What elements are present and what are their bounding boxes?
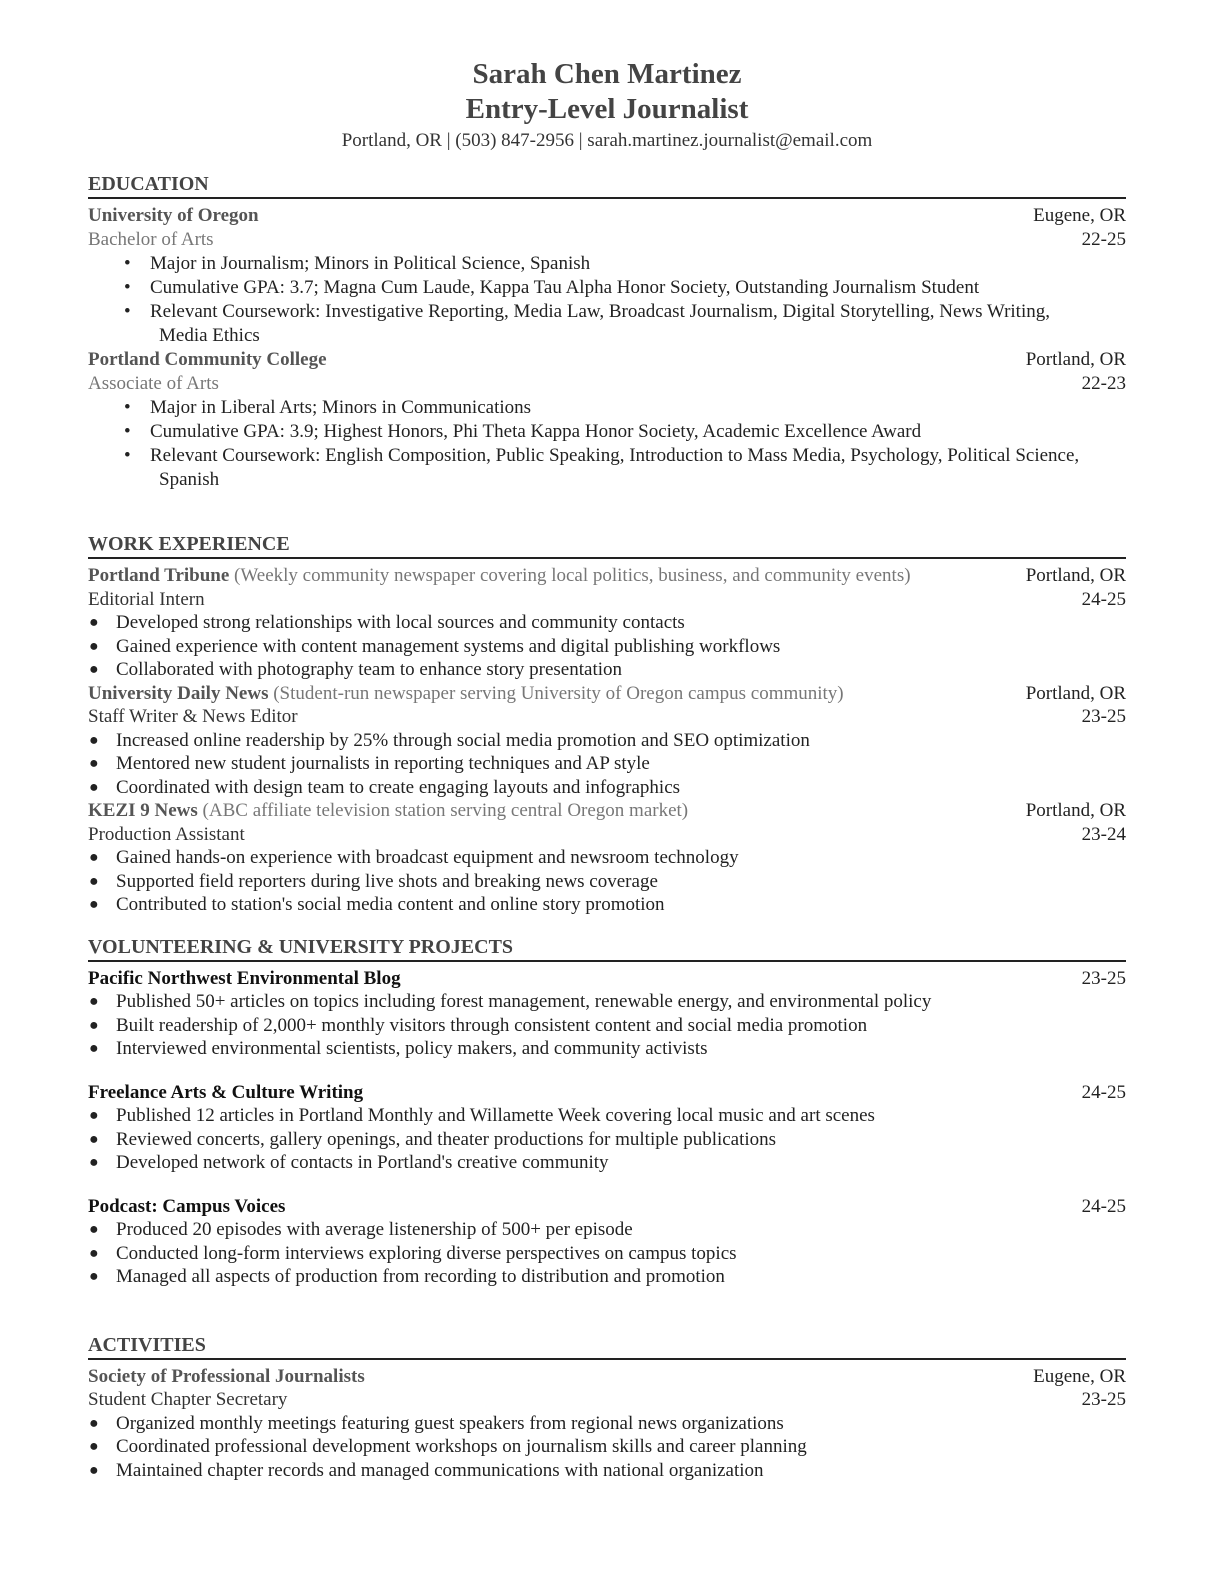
bullet-icon: ● <box>89 1107 99 1124</box>
bullet-icon: • <box>124 301 131 322</box>
education-entry <box>88 348 1126 492</box>
bullet-icon: ● <box>89 993 99 1010</box>
school-location: Eugene, OR <box>1033 205 1126 226</box>
list-item: ● Published 50+ articles on topics including forest management, renewable energy, and environmental policy <box>89 991 932 1012</box>
dates: 23-24 <box>1081 823 1126 845</box>
activity-role: Student Chapter Secretary <box>88 1389 288 1410</box>
projects-section <box>88 935 1126 1289</box>
employer-name: KEZI 9 News <box>88 800 198 821</box>
bullet-list <box>88 611 1126 682</box>
list-item: ● Published 12 articles in Portland Monthly and Willamette Week covering local music and art scenes <box>89 1105 875 1126</box>
bullet-icon: ● <box>89 1130 99 1148</box>
education-entry <box>88 204 1126 348</box>
candidate-name: Sarah Chen Martinez <box>472 58 742 90</box>
list-item: • Relevant Coursework: Investigative Reporting, Media Law, Broadcast Journalism, Digital Storytelling, News Writing, Media Ethics <box>124 301 1050 346</box>
list-item: ● Supported field reporters during live shots and breaking news coverage <box>89 870 658 892</box>
candidate-title: Entry-Level Journalist <box>465 93 749 125</box>
list-item: ● Built readership of 2,000+ monthly visitors through consistent content and social media promotion <box>89 1014 868 1036</box>
project-entry <box>88 1081 1126 1175</box>
list-item: • Relevant Coursework: English Composition, Public Speaking, Introduction to Mass Media, Psychology, Political Science, Spanish <box>124 445 1080 490</box>
section-heading: EDUCATION <box>88 172 1126 199</box>
school-name: Portland Community College <box>88 349 327 370</box>
bullet-icon: ● <box>89 1438 99 1455</box>
school-name: University of Oregon <box>88 205 259 226</box>
bullet-icon: ● <box>89 1414 99 1432</box>
dates: 24-25 <box>1081 1081 1126 1103</box>
job-location: Portland, OR <box>1025 800 1126 821</box>
bullet-list <box>88 252 1126 348</box>
bullet-icon: ● <box>89 1221 99 1238</box>
activity-entry <box>88 1365 1126 1483</box>
dates: 23-25 <box>1081 1389 1126 1410</box>
bullet-icon: ● <box>89 872 99 890</box>
contact-line: Portland, OR | (503) 847-2956 | sarah.martinez.journalist@email.com <box>341 130 873 151</box>
organization-name: Society of Professional Journalists <box>88 1365 365 1387</box>
bullet-icon: ● <box>89 849 99 866</box>
bullet-icon: ● <box>89 661 99 678</box>
list-item: ● Collaborated with photography team to enhance story presentation <box>89 659 622 680</box>
job-entry <box>88 564 1126 682</box>
bullet-icon: ● <box>89 896 99 913</box>
bullet-icon: ● <box>89 731 99 749</box>
dates: 23-25 <box>1081 706 1126 727</box>
employer-description: (Student-run newspaper serving University of Oregon campus community) <box>273 682 844 704</box>
activity-location: Eugene, OR <box>1033 1365 1126 1387</box>
dates: 23-25 <box>1081 967 1126 989</box>
job-entry <box>88 682 1126 800</box>
bullet-icon: ● <box>89 614 99 631</box>
dates: 24-25 <box>1081 588 1126 610</box>
bullet-list <box>88 729 1126 800</box>
bullet-icon: ● <box>89 637 99 655</box>
bullet-list <box>88 1104 1126 1175</box>
project-name: Podcast: Campus Voices <box>88 1195 286 1217</box>
work-experience-section <box>88 532 1126 917</box>
dates: 24-25 <box>1081 1195 1126 1217</box>
list-item: ● Managed all aspects of production from recording to distribution and promotion <box>89 1266 725 1287</box>
bullet-icon: ● <box>89 755 99 772</box>
list-item: ● Interviewed environmental scientists, policy makers, and community activists <box>89 1038 708 1059</box>
list-item: ● Mentored new student journalists in reporting techniques and AP style <box>89 753 650 774</box>
employer-name: University Daily News <box>88 682 269 704</box>
job-entry <box>88 799 1126 917</box>
bullet-list <box>88 846 1126 917</box>
bullet-icon: ● <box>89 1040 99 1057</box>
bullet-icon: ● <box>89 778 99 796</box>
list-item: ● Coordinated professional development workshops on journalism skills and career planning <box>89 1436 807 1457</box>
bullet-icon: • <box>124 421 131 442</box>
project-name: Pacific Northwest Environmental Blog <box>88 967 401 989</box>
bullet-list <box>88 1412 1126 1483</box>
list-item: ● Reviewed concerts, gallery openings, and theater productions for multiple publications <box>89 1128 777 1150</box>
bullet-icon: ● <box>89 1016 99 1034</box>
bullet-icon: ● <box>89 1244 99 1262</box>
list-item: ● Increased online readership by 25% through social media promotion and SEO optimization <box>89 729 810 751</box>
section-heading: VOLUNTEERING & UNIVERSITY PROJECTS <box>88 935 1126 962</box>
job-location: Portland, OR <box>1025 565 1126 586</box>
bullet-icon: • <box>124 445 131 466</box>
school-location: Portland, OR <box>1025 349 1126 370</box>
dates: 22-23 <box>1081 372 1126 394</box>
list-item: ● Gained experience with content management systems and digital publishing workflows <box>89 635 781 657</box>
dates: 22-25 <box>1081 228 1126 250</box>
project-name: Freelance Arts & Culture Writing <box>88 1081 364 1103</box>
list-item: • Major in Journalism; Minors in Political Science, Spanish <box>124 253 591 274</box>
job-role: Editorial Intern <box>88 588 205 610</box>
list-item: ● Coordinated with design team to create engaging layouts and infographics <box>89 776 681 798</box>
list-item: ● Maintained chapter records and managed communications with national organization <box>89 1459 764 1481</box>
bullet-list <box>88 396 1126 492</box>
degree: Associate of Arts <box>88 372 219 394</box>
bullet-icon: ● <box>89 1461 99 1479</box>
degree: Bachelor of Arts <box>88 228 214 250</box>
list-item: ● Contributed to station's social media content and online story promotion <box>89 894 665 915</box>
resume-page <box>88 56 1126 1482</box>
project-entry <box>88 967 1126 1061</box>
bullet-list <box>88 1218 1126 1289</box>
education-section <box>88 172 1126 492</box>
employer-description: (ABC affiliate television station serving central Oregon market) <box>202 800 689 821</box>
list-item: • Major in Liberal Arts; Minors in Communications <box>124 397 532 418</box>
job-location: Portland, OR <box>1025 682 1126 704</box>
bullet-icon: • <box>124 253 131 274</box>
bullet-icon: • <box>124 397 131 418</box>
activities-section <box>88 1333 1126 1483</box>
list-item: • Cumulative GPA: 3.7; Magna Cum Laude, Kappa Tau Alpha Honor Society, Outstanding Journalism Student <box>124 277 980 298</box>
job-role: Staff Writer & News Editor <box>88 706 298 727</box>
job-role: Production Assistant <box>88 823 245 845</box>
list-item: ● Organized monthly meetings featuring guest speakers from regional news organizations <box>89 1412 784 1434</box>
section-heading: WORK EXPERIENCE <box>88 532 1126 559</box>
bullet-icon: • <box>124 277 131 298</box>
list-item: ● Developed network of contacts in Portland's creative community <box>89 1152 609 1173</box>
bullet-list <box>88 990 1126 1061</box>
list-item: ● Developed strong relationships with local sources and community contacts <box>89 612 685 633</box>
list-item: ● Produced 20 episodes with average listenership of 500+ per episode <box>89 1219 633 1240</box>
bullet-icon: ● <box>89 1154 99 1171</box>
bullet-icon: ● <box>89 1268 99 1285</box>
resume-header <box>88 56 1126 154</box>
employer-description: (Weekly community newspaper covering local politics, business, and community events) <box>234 565 911 586</box>
project-entry <box>88 1195 1126 1289</box>
section-heading: ACTIVITIES <box>88 1333 1126 1360</box>
list-item: ● Conducted long-form interviews exploring diverse perspectives on campus topics <box>89 1242 737 1264</box>
employer-name: Portland Tribune <box>88 565 230 586</box>
list-item: ● Gained hands-on experience with broadcast equipment and newsroom technology <box>89 847 739 868</box>
list-item: • Cumulative GPA: 3.9; Highest Honors, Phi Theta Kappa Honor Society, Academic Excellence Award <box>124 421 922 442</box>
